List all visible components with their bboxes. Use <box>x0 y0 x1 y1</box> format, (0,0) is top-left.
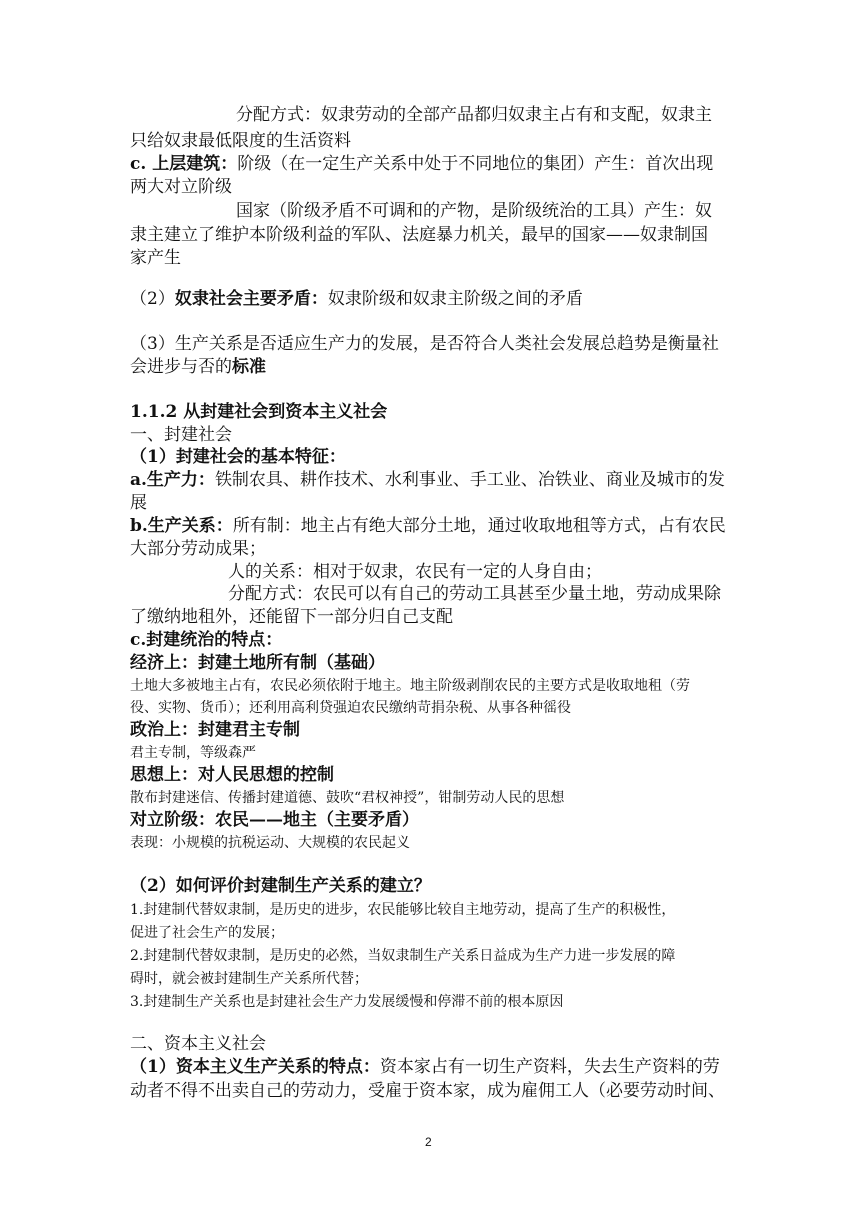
text-line: 1.封建制代替奴隶制，是历史的进步，农民能够比较自主地劳动，提高了生产的积极性， <box>130 902 676 918</box>
text-span: 铁制农具、耕作技术、水利事业、手工业、冶铁业、商业及城市的发 <box>214 470 725 490</box>
text-line: 隶主建立了维护本阶级利益的军队、法庭暴力机关，最早的国家——奴隶制国 <box>130 225 708 245</box>
text-line: 两大对立阶级 <box>130 177 232 197</box>
text-line: 碍时，就会被封建制生产关系所代替； <box>130 971 368 987</box>
text-line <box>130 469 725 491</box>
text-line: 表现：小规模的抗税运动、大规模的农民起义 <box>130 835 410 851</box>
subheading: （1）封建社会的基本特征： <box>130 447 346 467</box>
bold-term: 标准 <box>232 357 266 377</box>
text-line: 分配方式：奴隶劳动的全部产品都归奴隶主占有和支配，奴隶主 <box>236 105 712 125</box>
text-line: 国家（阶级矛盾不可调和的产物，是阶级统治的工具）产生：奴 <box>236 201 712 221</box>
subheading: c.封建统治的特点： <box>130 630 283 650</box>
text-line: 人的关系：相对于奴隶，农民有一定的人身自由； <box>228 562 602 582</box>
text-line <box>130 1056 720 1078</box>
text-line: 役、实物、货币）；还利用高利贷强迫农民缴纳苛捐杂税、从事各种徭役 <box>130 700 571 716</box>
bold-term: b.生产关系： <box>130 516 233 536</box>
text-line: 3.封建制生产关系也是封建社会生产力发展缓慢和停滞不前的根本原因 <box>130 994 564 1010</box>
text-line: 大部分劳动成果； <box>130 539 266 559</box>
text-line: 2.封建制代替奴隶制，是历史的必然，当奴隶制生产关系日益成为生产力进一步发展的障 <box>130 948 676 964</box>
subheading: 经济上：封建土地所有制（基础） <box>130 653 385 673</box>
text-line: 了缴纳地租外，还能留下一部分归自己支配 <box>130 607 453 627</box>
text-line: 展 <box>130 493 147 513</box>
text-span: 会进步与否的 <box>130 357 232 377</box>
subheading: （2）如何评价封建制生产关系的建立？ <box>130 876 431 896</box>
page-number: 2 <box>425 1135 432 1149</box>
text-span: 奴隶阶级和奴隶主阶级之间的矛盾 <box>327 289 583 309</box>
text-line: 散布封建迷信、传播封建道德、鼓吹“君权神授”，钳制劳动人民的思想 <box>130 790 565 806</box>
text-span: 阶级（在一定生产关系中处于不同地位的集团）产生：首次出现 <box>237 154 714 174</box>
text-line: 只给奴隶最低限度的生活资料 <box>130 131 351 151</box>
section-heading: 1.1.2 从封建社会到资本主义社会 <box>130 402 388 422</box>
text-line: 促进了社会生产的发展； <box>130 925 284 941</box>
section-heading: 一、封建社会 <box>130 425 232 445</box>
bold-term: a.生产力： <box>130 470 215 490</box>
text-line <box>130 356 266 378</box>
subheading: 对立阶级：农民——地主（主要矛盾） <box>130 810 419 830</box>
subheading: 政治上：封建君主专制 <box>130 720 300 740</box>
text-span: 资本家占有一切生产资料，失去生产资料的劳 <box>379 1057 720 1077</box>
text-span: 所有制：地主占有绝大部分土地，通过收取地租等方式，占有农民 <box>232 516 726 536</box>
text-line <box>130 515 726 537</box>
text-line: 土地大多被地主占有，农民必须依附于地主。地主阶级剥削农民的主要方式是收取地租（劳 <box>130 678 690 694</box>
text-line: 分配方式：农民可以有自己的劳动工具甚至少量土地，劳动成果除 <box>228 584 721 604</box>
bold-term: （1）资本主义生产关系的特点： <box>130 1057 380 1077</box>
subheading: 思想上：对人民思想的控制 <box>130 765 334 785</box>
text-line: 动者不得不出卖自己的劳动力，受雇于资本家，成为雇佣工人（必要劳动时间、 <box>130 1081 725 1101</box>
text-span: （2） <box>130 289 175 309</box>
bold-term: c. 上层建筑： <box>130 154 238 174</box>
text-line <box>130 288 583 310</box>
text-line: 家产生 <box>130 248 181 268</box>
section-heading: 二、资本主义社会 <box>130 1034 266 1054</box>
text-line: （3）生产关系是否适应生产力的发展，是否符合人类社会发展总趋势是衡量社 <box>130 334 719 354</box>
text-line: 君主专制，等级森严 <box>130 745 256 761</box>
bold-term: 奴隶社会主要矛盾： <box>174 289 328 309</box>
text-line <box>130 153 713 175</box>
